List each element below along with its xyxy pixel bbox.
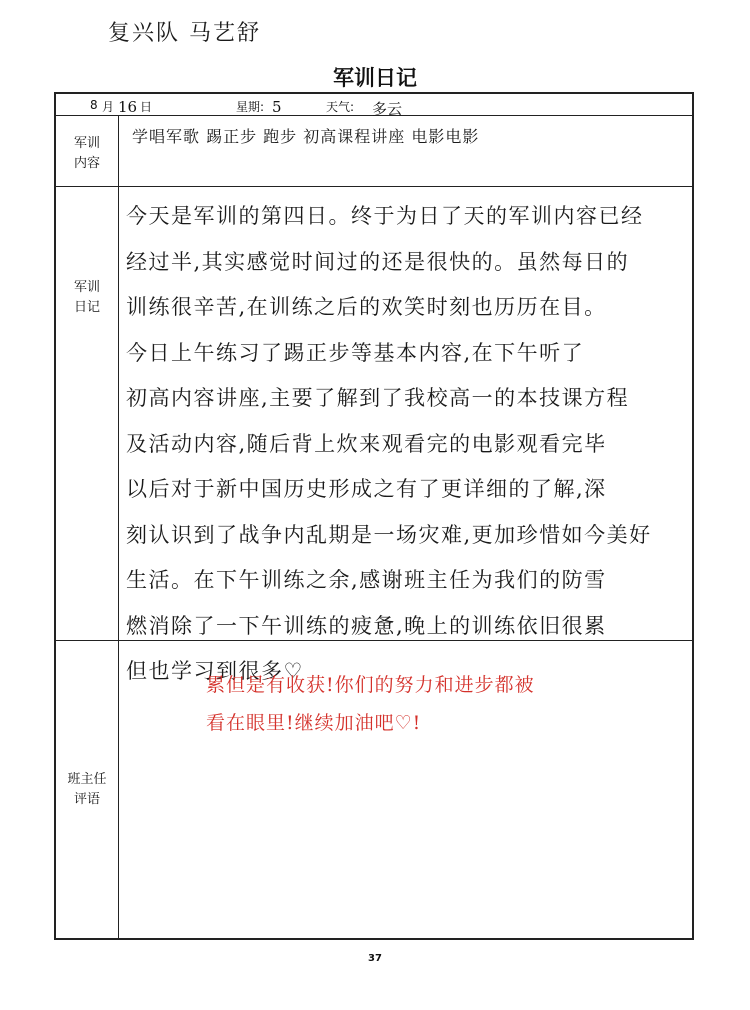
comment-line: 累但是有收获!你们的努力和进步都被 — [206, 674, 535, 696]
top-handwritten-note: 复兴队 马艺舒 — [108, 21, 261, 46]
page-title: 军训日记 — [333, 66, 417, 90]
diary-line: 经过半,其实感觉时间过的还是很快的。虽然每日的 — [126, 249, 630, 274]
weather-label: 天气: — [326, 100, 355, 114]
comment-label-line1: 班主任 — [67, 772, 107, 787]
diary-line: 训练很辛苦,在训练之后的欢笑时刻也历历在目。 — [126, 295, 607, 319]
content-label-line2: 内容 — [73, 156, 100, 171]
diary-body — [126, 194, 686, 695]
comment-label-line2: 评语 — [73, 792, 100, 807]
diary-form — [54, 92, 694, 940]
weather-handwritten: 多云 — [372, 100, 403, 118]
comment-line: 看在眼里!继续加油吧♡! — [206, 712, 422, 734]
content-label-line1: 军训 — [73, 136, 100, 151]
date-row — [56, 94, 692, 116]
month-unit: 月 — [102, 100, 115, 114]
weekday-handwritten: 5 — [272, 98, 282, 116]
diary-line: 初高内容讲座,主要了解到了我校高一的本技课方程 — [126, 386, 630, 410]
day-handwritten: 16 — [118, 98, 138, 116]
diary-line: 以后对于新中国历史形成之有了更详细的了解,深 — [126, 477, 607, 501]
diary-line: 燃消除了一下午训练的疲惫,晚上的训练依旧很累 — [126, 613, 607, 638]
diary-line: 生活。在下午训练之余,感谢班主任为我们的防雪 — [126, 568, 607, 592]
diary-line: 及活动内容,随后背上炊来观看完的电影观看完毕 — [126, 431, 607, 456]
diary-label-line2: 日记 — [73, 300, 100, 315]
content-label — [56, 134, 118, 174]
diary-label — [56, 278, 118, 318]
diary-label-line1: 军训 — [73, 280, 100, 295]
teacher-comment — [206, 666, 656, 742]
comment-label — [56, 770, 118, 810]
content-row-divider — [56, 186, 692, 187]
diary-line: 但也学习到很多♡ — [126, 659, 304, 683]
page-number: 37 — [368, 953, 382, 964]
label-column-divider — [118, 116, 119, 940]
weekday-label: 星期: — [236, 100, 265, 114]
diary-line: 刻认识到了战争内乱期是一场灾难,更加珍惜如今美好 — [126, 522, 652, 547]
diary-line: 今日上午练习了踢正步等基本内容,在下午听了 — [126, 340, 585, 365]
day-unit: 日 — [140, 100, 153, 114]
diary-line: 今天是军训的第四日。终于为日了天的军训内容已经 — [126, 204, 644, 228]
training-content-text: 学唱军歌 踢正步 跑步 初高课程讲座 电影电影 — [132, 127, 480, 146]
month-number: 8 — [90, 98, 98, 112]
